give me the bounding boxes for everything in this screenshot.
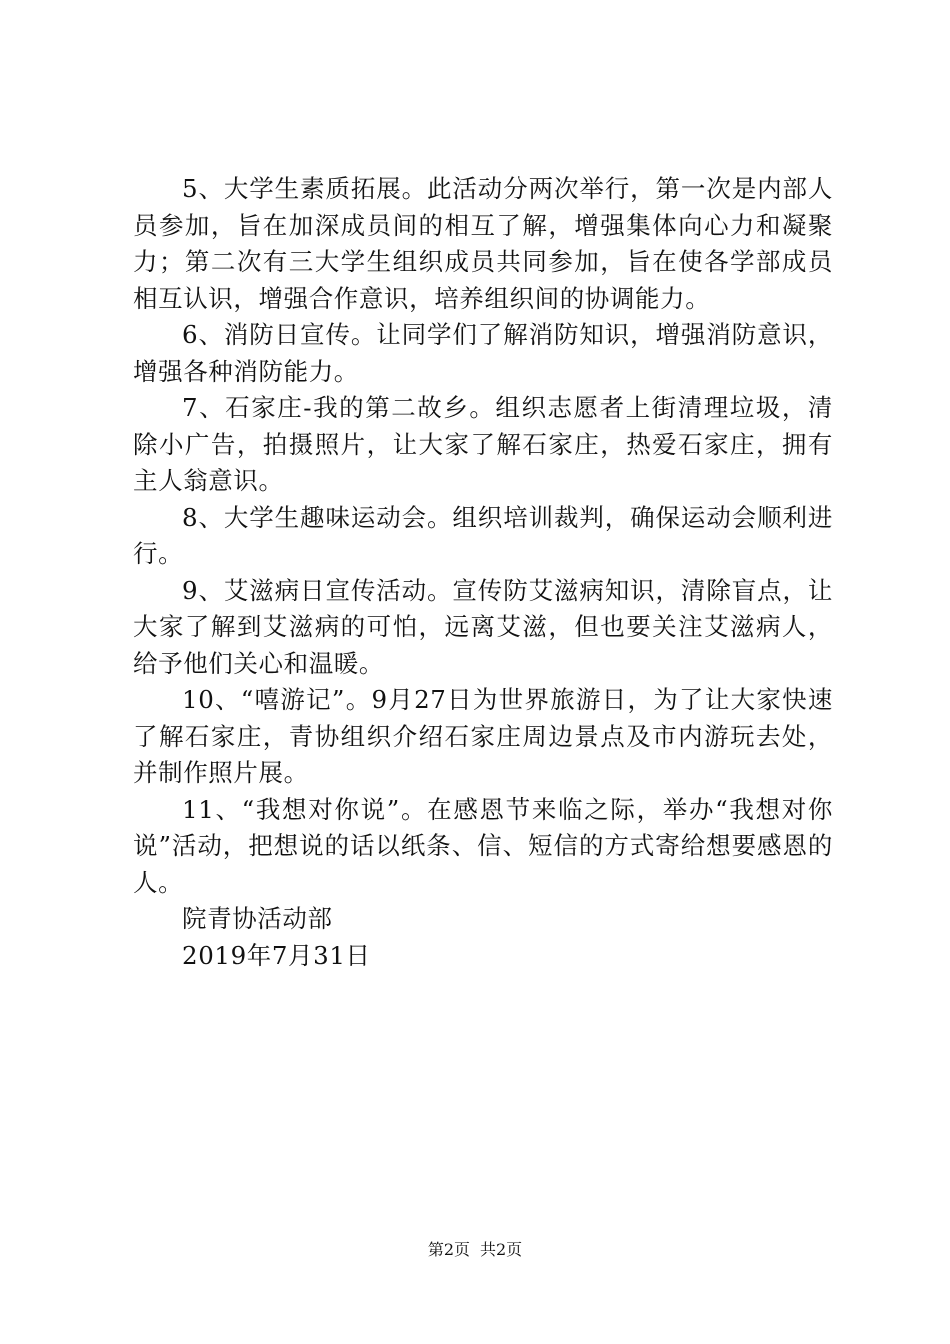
- page-number-total: 共2页: [480, 1240, 523, 1259]
- page-footer: [0, 1240, 950, 1260]
- paragraph-item-7: 7、石家庄-我的第二故乡。组织志愿者上街清理垃圾，清除小广告，拍摄照片，让大家了解石家庄，热爱石家庄，拥有主人翁意识。: [133, 393, 833, 495]
- paragraph-item-9: 9、艾滋病日宣传活动。宣传防艾滋病知识，清除盲点，让大家了解到艾滋病的可怕，远离艾滋，但也要关注艾滋病人，给予他们关心和温暖。: [133, 575, 833, 678]
- signature-date: 2019年7月31日: [182, 940, 371, 970]
- paragraph-item-10: 10、“嘻游记”。9月27日为世界旅游日，为了让大家快速了解石家庄，青协组织介绍石家庄周边景点及市内游玩去处，并制作照片展。: [133, 685, 833, 787]
- signature-organization: 院青协活动部: [182, 904, 333, 933]
- paragraph-item-6: 6、消防日宣传。让同学们了解消防知识，增强消防意识，增强各种消防能力。: [133, 320, 833, 386]
- paragraph-item-5: 5、大学生素质拓展。此活动分两次举行，第一次是内部人员参加，旨在加深成员间的相互了解，增强集体向心力和凝聚力；第二次有三大学生组织成员共同参加，旨在使各学部成员相互认识，增强合作意识，培养组织间的协调能力。: [133, 174, 833, 313]
- paragraph-item-11: 11、“我想对你说”。在感恩节来临之际，举办“我想对你说”活动，把想说的话以纸条、信、短信的方式寄给想要感恩的人。: [133, 794, 833, 897]
- paragraph-item-8: 8、大学生趣味运动会。组织培训裁判，确保运动会顺利进行。: [133, 502, 833, 568]
- document-body: [133, 171, 833, 974]
- page-number-current: 第2页: [427, 1240, 470, 1259]
